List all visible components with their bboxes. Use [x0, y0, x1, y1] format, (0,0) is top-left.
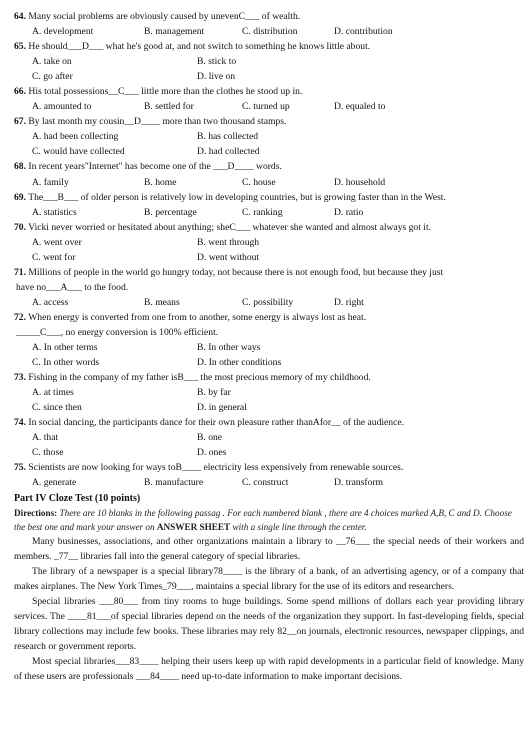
question-text: Vicki never worried or hesitated about anything; sheC___ whatever she wanted and almost always got it. — [28, 221, 432, 233]
answer-option[interactable]: C. turned up — [242, 101, 290, 113]
question-stem — [14, 310, 524, 325]
option-row — [14, 340, 524, 355]
answer-option[interactable]: D. equaled to — [334, 101, 386, 113]
question-text: In social dancing, the participants dance for their own pleasure rather thanAfor__ of the audience. — [28, 417, 405, 429]
question-text: Many social problems are obviously caused by unevenC___ of wealth. — [28, 11, 301, 22]
exam-page — [14, 9, 524, 684]
option-row — [14, 475, 524, 490]
answer-option[interactable]: A. access — [32, 296, 69, 308]
question-stem — [14, 159, 524, 174]
answer-option[interactable]: A. had been collecting — [32, 131, 119, 143]
option-row — [14, 129, 524, 144]
question-stem — [14, 370, 524, 385]
question-text: When energy is converted from one from to another, some energy is always lost as heat. — [28, 311, 367, 323]
answer-option[interactable]: B. home — [144, 176, 177, 188]
option-row — [14, 445, 524, 460]
answer-option[interactable]: C. house — [242, 176, 276, 188]
question-number: 65. — [14, 41, 26, 53]
question-number: 64. — [14, 11, 26, 22]
answer-option[interactable]: A. amounted to — [32, 101, 92, 113]
question-text: By last month my cousin__D____ more than two thousand stamps. — [28, 116, 287, 128]
answer-option[interactable]: B. manufacture — [144, 477, 204, 489]
option-row — [14, 144, 524, 159]
question-number: 71. — [14, 266, 26, 278]
answer-option[interactable]: A. take on — [32, 56, 72, 68]
option-row — [14, 295, 524, 310]
question-number: 69. — [14, 191, 26, 203]
option-row — [14, 69, 524, 84]
answer-option[interactable]: C. went for — [32, 251, 76, 263]
answer-option[interactable]: B. means — [144, 296, 180, 308]
answer-option[interactable]: C. since then — [32, 402, 82, 414]
option-row — [14, 205, 524, 220]
part-heading: Part IV Cloze Test (10 points) — [14, 492, 141, 504]
answer-option[interactable]: B. has collected — [197, 131, 259, 143]
question-stem — [14, 39, 524, 54]
answer-option[interactable]: C. go after — [32, 71, 73, 83]
answer-option[interactable]: D. transform — [334, 477, 384, 489]
passage-paragraph: Many businesses, associations, and other organizations maintain a library to __76___ the special needs of their workers and members. _77__ libraries fall into the general category of special libraries. — [14, 535, 524, 562]
question-number: 72. — [14, 311, 26, 323]
answer-option[interactable]: D. went without — [197, 251, 260, 263]
directions-text-2: with a single line through the center. — [230, 521, 367, 532]
question-number: 75. — [14, 462, 26, 474]
question-stem — [14, 220, 524, 235]
answer-option[interactable]: A. at times — [32, 387, 74, 399]
option-row — [14, 175, 524, 190]
passage-paragraph: Most special libraries___83____ helping their users keep up with rapid developments in a particular field of knowledge. Many of these users are professionals ___84____ need up-to-date information to make important decisions. — [14, 655, 524, 682]
answer-option[interactable]: A. development — [32, 26, 94, 38]
answer-option[interactable]: D. ones — [197, 447, 227, 459]
question-text: The___B___ of older person is relatively low in developing countries, but is growing faster than in the West. — [28, 191, 446, 203]
question-number: 66. — [14, 86, 26, 98]
option-row — [14, 385, 524, 400]
answer-option[interactable]: B. by far — [197, 387, 231, 399]
answer-option[interactable]: A. generate — [32, 477, 77, 489]
answer-option[interactable]: D. right — [334, 296, 364, 308]
question-stem — [14, 460, 524, 475]
answer-option[interactable]: D. live on — [197, 71, 236, 83]
question-stem — [14, 114, 524, 129]
answer-option[interactable]: B. In other ways — [197, 342, 261, 354]
answer-option[interactable]: C. ranking — [242, 206, 283, 218]
question-text: Fishing in the company of my father isB___ the most precious memory of my childhood. — [28, 372, 371, 384]
answer-option[interactable]: D. In other conditions — [197, 357, 282, 369]
option-row — [14, 24, 524, 39]
answer-option[interactable]: C. distribution — [242, 26, 298, 38]
answer-option[interactable]: A. that — [32, 432, 59, 444]
answer-option[interactable]: B. one — [197, 432, 223, 444]
answer-option[interactable]: C. would have collected — [32, 146, 125, 158]
answer-option[interactable]: B. stick to — [197, 56, 237, 68]
option-row — [14, 235, 524, 250]
answer-option[interactable]: D. household — [334, 176, 386, 188]
answer-option[interactable]: B. went through — [197, 236, 260, 248]
question-stem — [14, 190, 524, 205]
question-text-continued: have no___A___ to the food. — [16, 281, 129, 293]
answer-option[interactable]: B. percentage — [144, 206, 197, 218]
answer-option[interactable]: A. In other terms — [32, 342, 98, 354]
question-number: 70. — [14, 221, 26, 233]
question-number: 73. — [14, 372, 26, 384]
answer-option[interactable]: D. in general — [197, 402, 247, 414]
answer-option[interactable]: C. In other words — [32, 357, 100, 369]
answer-option[interactable]: B. management — [144, 26, 205, 38]
answer-option[interactable]: C. possibility — [242, 296, 294, 308]
question-text: Millions of people in the world go hungry today, not because there is not enough food, but because they just — [28, 266, 444, 278]
question-text: His total possessions__C___ little more than the clothes he stood up in. — [28, 86, 303, 98]
answer-option[interactable]: A. statistics — [32, 206, 77, 218]
option-row — [14, 430, 524, 445]
directions-text-1: There are 10 blanks in the following passag . For each numbered blank , there are 4 choices marked A,B, C and D. Choose the best one and mark your answer on — [14, 507, 512, 532]
option-row — [14, 250, 524, 265]
question-number: 67. — [14, 116, 26, 128]
question-stem — [14, 415, 524, 430]
question-list — [14, 9, 524, 491]
option-row — [14, 355, 524, 370]
option-row — [14, 400, 524, 415]
option-row — [14, 99, 524, 114]
answer-sheet-label: ANSWER SHEET — [156, 521, 231, 532]
option-row — [14, 54, 524, 69]
answer-option[interactable]: A. family — [32, 176, 69, 188]
question-number: 68. — [14, 161, 26, 173]
passage-paragraph: Special libraries ___80___ from tiny rooms to huge buildings. Some spend millions of dollars each year providing library services. The ____81___of special libraries depend on the needs of the organization they support. In fast-developing fields, special library collections may include few books. These libraries may rely 82__on journals, electronic resources, newspaper clippings, and research or government reports. — [14, 595, 524, 652]
answer-option[interactable]: C. those — [32, 447, 64, 459]
question-text: He should___D___ what he's good at, and not switch to something he knows little about. — [28, 41, 371, 53]
question-text: Scientists are now looking for ways toB____ electricity less expensively from renewable sources. — [28, 462, 404, 474]
answer-option[interactable]: D. had collected — [197, 146, 260, 158]
answer-option[interactable]: C. construct — [242, 477, 289, 489]
question-stem — [14, 9, 524, 24]
answer-option[interactable]: B. settled for — [144, 101, 194, 113]
answer-option[interactable]: D. contribution — [334, 26, 393, 38]
answer-option[interactable]: D. ratio — [334, 206, 364, 218]
cloze-passage — [14, 534, 524, 684]
question-text-continued: _____C___, no energy conversion is 100% efficient. — [16, 326, 219, 338]
answer-option[interactable]: A. went over — [32, 236, 82, 248]
question-text: In recent years"Internet" has become one of the ___D____ words. — [28, 161, 282, 173]
question-stem — [14, 265, 524, 280]
directions-label: Directions: — [14, 507, 58, 518]
question-stem — [14, 84, 524, 99]
directions — [14, 506, 524, 534]
passage-paragraph: The library of a newspaper is a special library78____ is the library of a bank, of an advertising agency, or of a company that makes airplanes. The New York Times_79___, maintains a special library for the use of its editors and researchers. — [14, 565, 524, 592]
question-number: 74. — [14, 417, 26, 429]
